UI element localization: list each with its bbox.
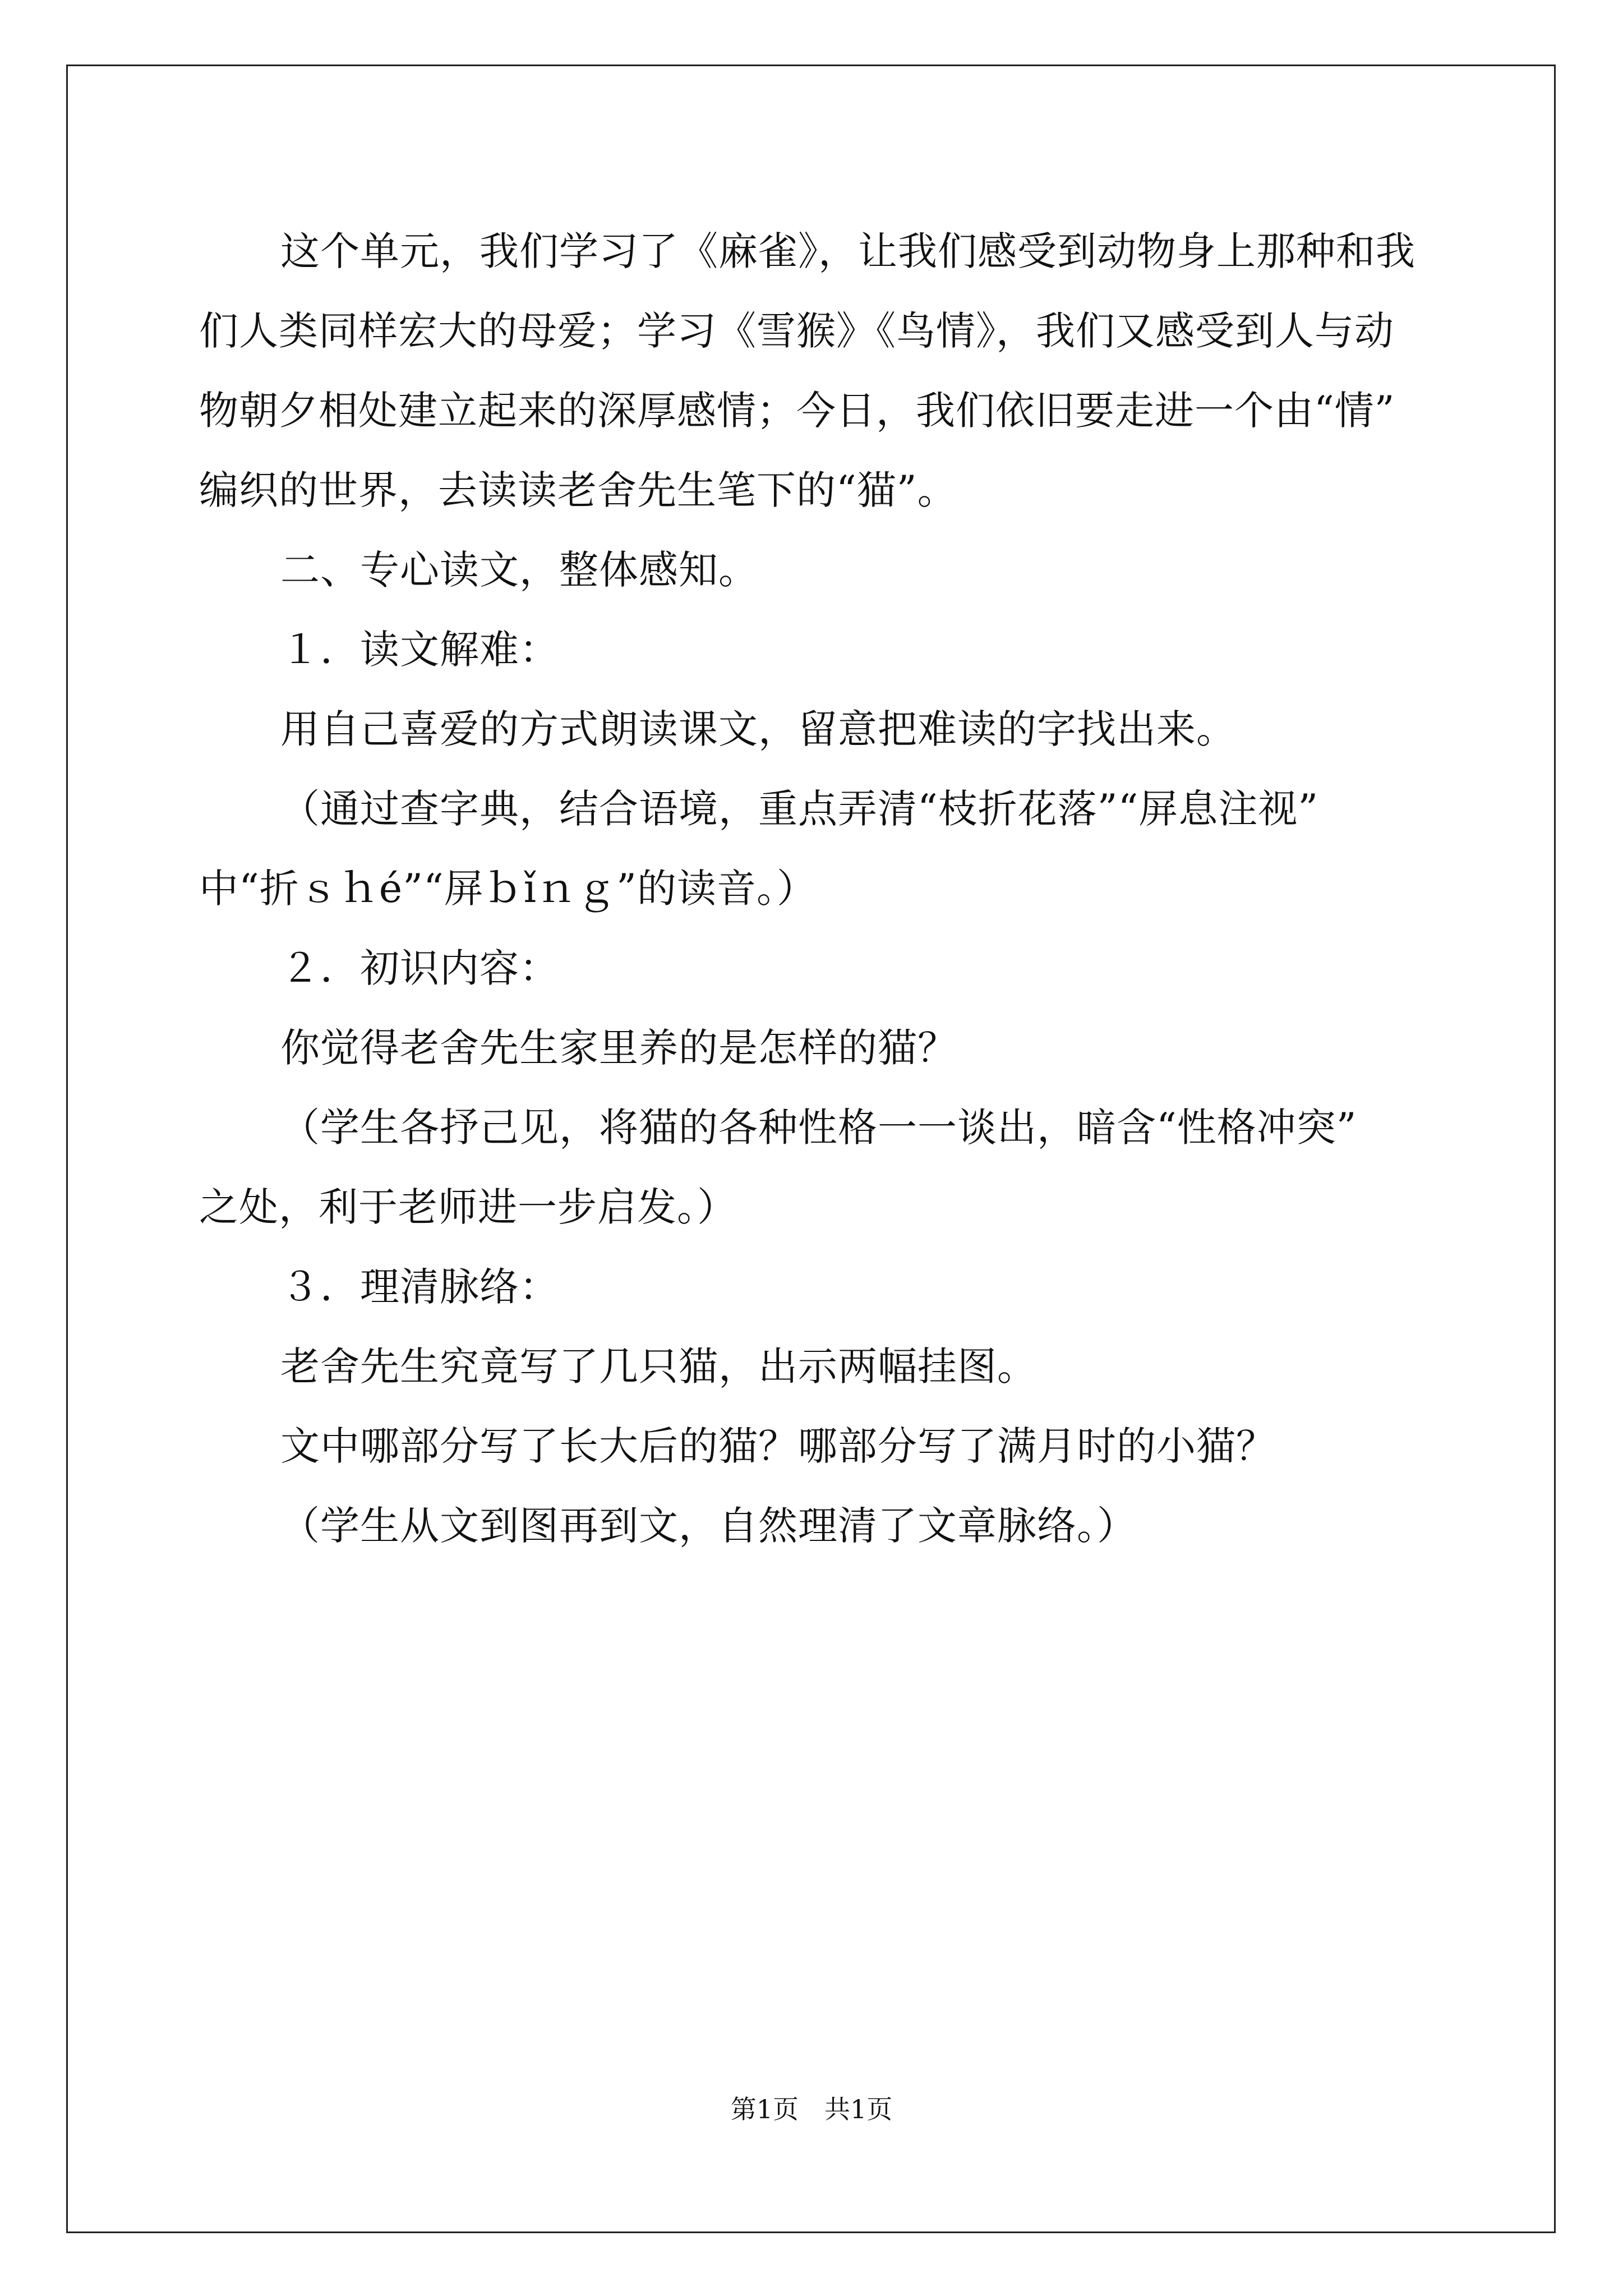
paragraph-line: 们人类同样宏大的母爱；学习《雪猴》《鸟情》，我们又感受到人与动 — [199, 308, 1394, 354]
section-heading: 二、专心读文，整体感知。 — [280, 547, 758, 593]
paragraph-line: 编织的世界，去读读老舍先生笔下的“猫”。 — [199, 467, 957, 513]
paragraph-line: 你觉得老舍先生家里养的是怎样的猫？ — [280, 1025, 957, 1071]
paragraph-line: 文中哪部分写了长大后的猫？哪部分写了满月时的小猫？ — [280, 1423, 1276, 1469]
paragraph-line: （学生从文到图再到文，自然理清了文章脉络。） — [280, 1503, 1137, 1549]
paragraph-line: （通过查字典，结合语境，重点弄清“枝折花落”“屏息注视” — [280, 786, 1319, 832]
paragraph-line: 用自己喜爱的方式朗读课文，留意把难读的字找出来。 — [280, 706, 1236, 752]
paragraph-line: 物朝夕相处建立起来的深厚感情；今日，我们依旧要走进一个由“情” — [199, 388, 1395, 434]
paragraph-line: 中“折ｓｈé”“屏ｂǐｎｇ”的读音。） — [199, 866, 817, 912]
subsection-heading: ２．初识内容： — [280, 945, 559, 991]
page-footer: 第1页 共1页 — [730, 2094, 893, 2124]
subsection-heading: ３．理清脉络： — [280, 1264, 559, 1310]
paragraph-line: 这个单元，我们学习了《麻雀》，让我们感受到动物身上那种和我 — [280, 228, 1415, 274]
paragraph-line: 老舍先生究竟写了几只猫，出示两幅挂图。 — [280, 1343, 1037, 1389]
paragraph-line: （学生各抒己见，将猫的各种性格一一谈出，暗含“性格冲突” — [280, 1105, 1357, 1151]
subsection-heading: １．读文解难： — [280, 627, 559, 673]
paragraph-line: 之处，利于老师进一步启发。） — [199, 1184, 737, 1230]
